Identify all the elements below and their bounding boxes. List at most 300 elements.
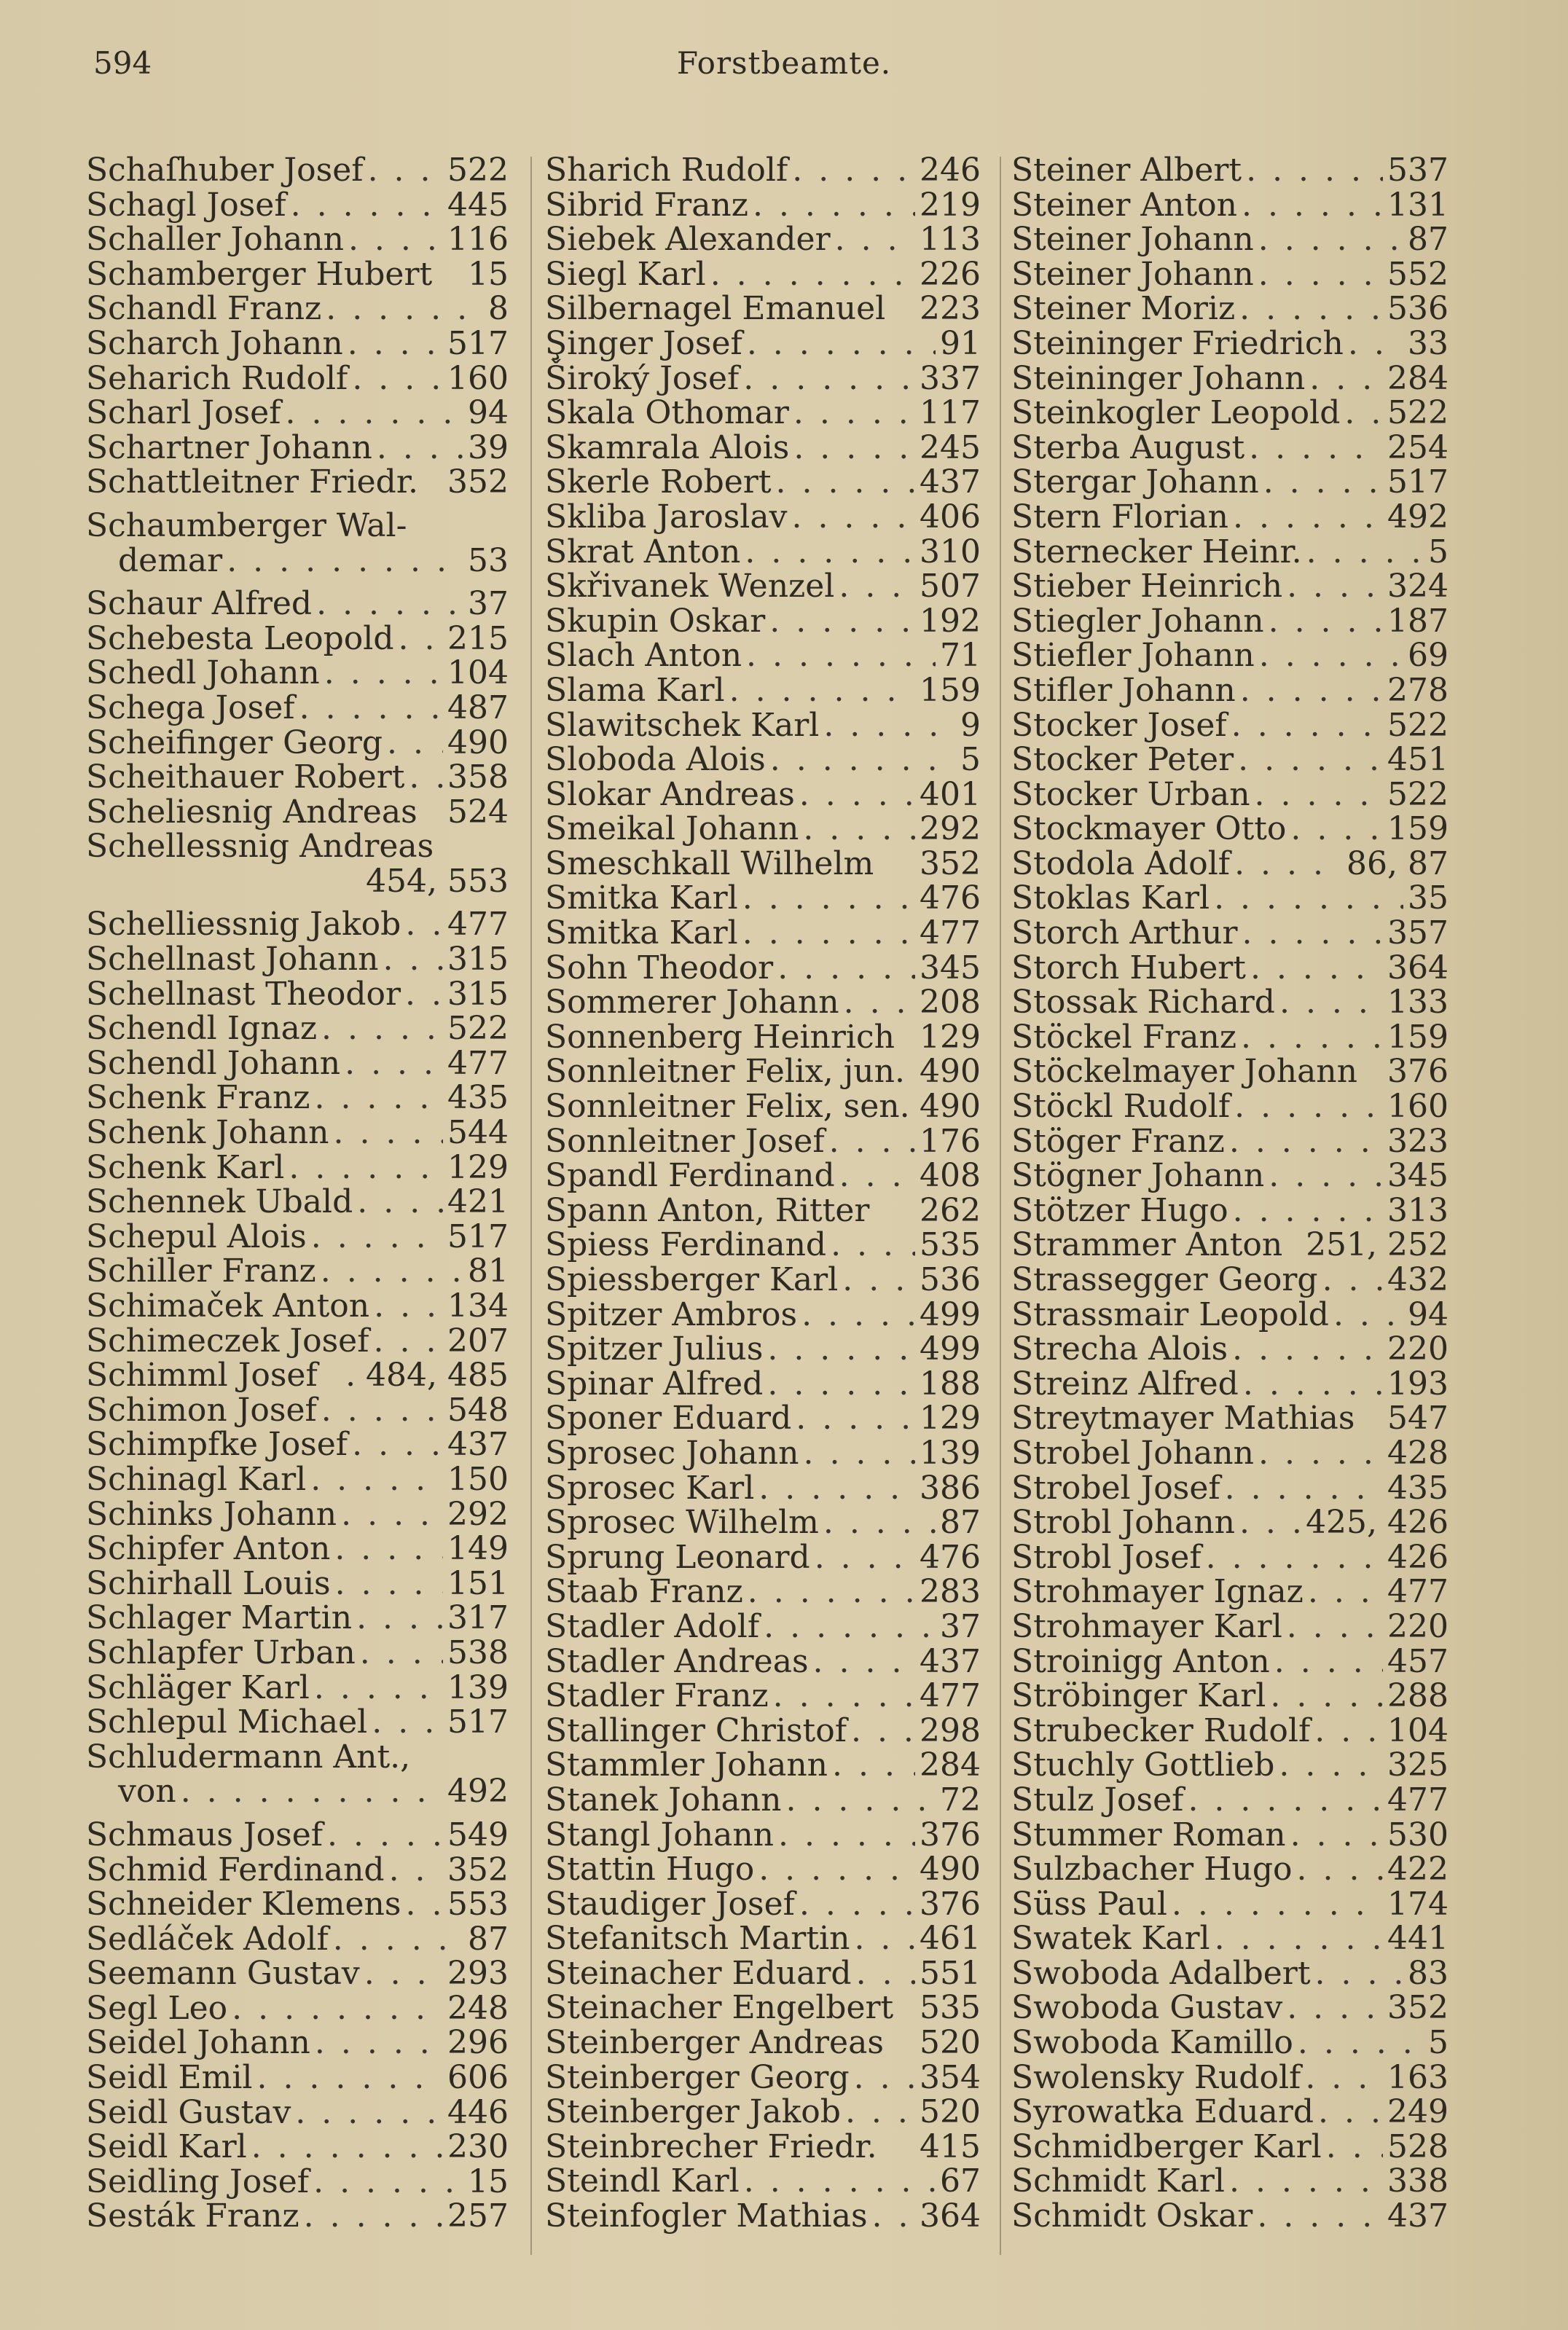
- index-entry: [86, 291, 509, 326]
- entry-name: Stöckelmayer Johann: [1011, 1053, 1357, 1091]
- leader-dots: [341, 1497, 443, 1532]
- entry-name: Spiess Ferdinand: [545, 1226, 827, 1264]
- leader-dots: [409, 760, 443, 795]
- entry-page-ref: 284: [1387, 359, 1449, 397]
- index-entry: [1011, 1783, 1449, 1818]
- entry-name: Stallinger Christof: [545, 1711, 847, 1749]
- index-entry: [1011, 396, 1449, 431]
- entry-name: Silbernagel Emanuel: [545, 290, 886, 328]
- entry-page-ref: 522: [1387, 775, 1449, 813]
- entry-page-ref: 406: [920, 498, 981, 536]
- entry-page-ref: 437: [920, 463, 981, 501]
- entry-page-ref: 69: [1408, 637, 1449, 675]
- entry-page-ref: 477: [1387, 1781, 1449, 1819]
- entry-page-ref: 364: [1387, 949, 1449, 986]
- leader-dots: [1269, 604, 1383, 639]
- entry-page-ref: 104: [1387, 1711, 1449, 1749]
- leader-dots: [748, 1574, 915, 1609]
- leader-dots: [368, 153, 443, 188]
- index-entry: [86, 1818, 509, 1853]
- leader-dots: [1232, 1332, 1383, 1367]
- leader-dots: [803, 1436, 915, 1471]
- leader-dots: [776, 465, 916, 500]
- entry-name: Sonnleitner Josef: [545, 1122, 825, 1160]
- index-entry: [86, 1254, 509, 1289]
- leader-dots: [1297, 1852, 1383, 1887]
- entry-page-ref: 278: [1387, 671, 1449, 709]
- leader-dots: [372, 1705, 443, 1740]
- entry-page-ref: 461: [920, 1920, 981, 1958]
- entry-page-ref: 499: [920, 1330, 981, 1368]
- leader-dots: [405, 977, 443, 1012]
- index-entry: [1011, 153, 1449, 188]
- leader-dots: [405, 1887, 443, 1922]
- entry-page-ref: 163: [1387, 2058, 1449, 2096]
- index-entry: [1011, 844, 1449, 882]
- entry-name: Scharl Josef: [86, 394, 281, 432]
- entry-page-ref: 415: [920, 2127, 981, 2165]
- leader-dots: [829, 1124, 915, 1159]
- leader-dots: [1318, 2095, 1383, 2130]
- entry-page-ref: 86, 87: [1346, 844, 1449, 882]
- entry-name: Skala Othomar: [545, 394, 789, 432]
- entry-page-ref: 517: [447, 324, 509, 362]
- index-entry: [545, 1609, 981, 1644]
- index-entry: [86, 942, 509, 977]
- leader-dots: [842, 1263, 915, 1298]
- entry-name: Strobl Josef: [1011, 1538, 1202, 1576]
- entry-name: Schattleitner Friedr.: [86, 463, 419, 501]
- leader-dots: [1233, 1193, 1383, 1228]
- entry-page-ref: 376: [1387, 1053, 1449, 1091]
- index-entry: [86, 691, 509, 726]
- leader-dots: [791, 500, 915, 535]
- entry-page-ref: 446: [447, 2093, 509, 2131]
- leader-dots: [764, 1609, 936, 1644]
- leader-dots: [314, 1080, 443, 1115]
- entry-name: Stodola Adolf: [1011, 844, 1231, 882]
- leader-dots: [1258, 257, 1383, 292]
- entry-page-ref: 251, 252: [1306, 1226, 1449, 1264]
- entry-name: Steinfogler Mathias: [545, 2197, 868, 2235]
- entry-name: Sprosec Wilhelm: [545, 1504, 819, 1542]
- entry-page-ref: 522: [1387, 394, 1449, 432]
- entry-page-ref: 354: [920, 2058, 981, 2096]
- entry-name: Schennek Ubald: [86, 1183, 353, 1221]
- entry-page-ref: 15: [468, 255, 509, 293]
- index-entry: [1011, 1574, 1449, 1609]
- entry-page-ref: 116: [447, 221, 509, 259]
- index-entry: [86, 1740, 509, 1775]
- entry-name: Scheliesnig Andreas: [86, 793, 418, 831]
- entry-name: Stern Florian: [1011, 498, 1228, 536]
- entry-page-ref: 87: [1408, 221, 1449, 259]
- index-entry: [545, 1193, 981, 1228]
- index-entry: [1011, 1367, 1449, 1402]
- entry-page-ref: 522: [1387, 706, 1449, 744]
- leader-dots: [1258, 222, 1403, 257]
- leader-dots: [291, 188, 443, 223]
- leader-dots: [1326, 2130, 1383, 2165]
- entry-page-ref: 477: [447, 1044, 509, 1082]
- column-divider: [1000, 157, 1001, 2255]
- index-entry: [545, 1436, 981, 1471]
- entry-page-ref: 352: [1387, 1989, 1449, 2027]
- leader-dots: [299, 691, 443, 726]
- entry-name: Stöckl Rudolf: [1011, 1088, 1231, 1126]
- leader-dots: [831, 1228, 915, 1263]
- entry-name: Strassegger Georg: [1011, 1261, 1318, 1298]
- entry-page-ref: 72: [940, 1781, 981, 1819]
- entry-name: Schmid Ferdinand: [86, 1851, 385, 1888]
- index-entry: [545, 188, 981, 223]
- entry-name: Steindl Karl: [545, 2162, 740, 2200]
- leader-dots: [815, 1540, 915, 1575]
- leader-dots: [374, 1324, 444, 1359]
- index-entry: [1011, 2095, 1449, 2130]
- index-entry: [86, 1046, 509, 1081]
- leader-dots: [1270, 1679, 1383, 1714]
- index-entry: [86, 1289, 509, 1324]
- entry-page-ref: 422: [1387, 1851, 1449, 1888]
- index-entry: [545, 2060, 981, 2095]
- leader-dots: [773, 1679, 915, 1714]
- entry-name: Schimon Josef: [86, 1391, 317, 1429]
- index-entry: [1011, 222, 1449, 257]
- entry-page-ref: 87: [468, 1920, 509, 1958]
- entry-page-ref: 248: [447, 1989, 509, 2027]
- index-entry: [1011, 2025, 1449, 2060]
- leader-dots: [405, 907, 443, 942]
- entry-name: Stangl Johann: [545, 1816, 774, 1854]
- entry-name: Scheifinger Georg: [86, 723, 383, 761]
- entry-name: Spiessberger Karl: [545, 1261, 839, 1298]
- index-entry: [1011, 673, 1449, 708]
- index-entry: [86, 1922, 509, 1957]
- entry-page-ref: 492: [447, 1773, 509, 1811]
- entry-page-ref: 174: [1387, 1885, 1449, 1923]
- leader-dots: [383, 942, 444, 977]
- entry-page-ref: 517: [447, 1703, 509, 1741]
- leader-dots: [1344, 396, 1383, 431]
- index-entry: [545, 1124, 981, 1159]
- entry-name: Stadler Adolf: [545, 1607, 760, 1645]
- index-entry: [1011, 1332, 1449, 1367]
- entry-page-ref: 477: [447, 906, 509, 944]
- index-entry: [86, 795, 509, 830]
- entry-page-ref: 376: [920, 1816, 981, 1854]
- index-entry: [545, 1956, 981, 1991]
- entry-name: Schepul Alois: [86, 1217, 307, 1255]
- entry-page-ref: 129: [447, 1148, 509, 1186]
- entry-name: Ströbinger Karl: [1011, 1677, 1266, 1715]
- leader-dots: [767, 1367, 915, 1402]
- index-entry: [1011, 1748, 1449, 1783]
- entry-name: Steininger Johann: [1011, 359, 1306, 397]
- leader-dots: [1263, 465, 1383, 500]
- index-entry: [1011, 604, 1449, 639]
- entry-name: Steiner Albert: [1011, 152, 1242, 189]
- entry-name: Stoklas Karl: [1011, 879, 1210, 917]
- entry-page-ref: 129: [920, 1400, 981, 1437]
- index-entry: [1011, 1401, 1449, 1436]
- index-column-2: [545, 153, 981, 2234]
- entry-name: Schebesta Leopold: [86, 619, 394, 657]
- entry-page-ref: 345: [1387, 1157, 1449, 1195]
- entry-page-ref: 91: [940, 324, 981, 362]
- entry-name: Sibrid Franz: [545, 186, 748, 224]
- leader-dots: [1279, 1748, 1383, 1783]
- leader-dots: [770, 742, 956, 777]
- entry-name: Swatek Karl: [1011, 1920, 1210, 1958]
- entry-page-ref: 323: [1387, 1122, 1449, 1160]
- leader-dots: [792, 153, 915, 188]
- leader-dots: [289, 1150, 443, 1185]
- index-entry: [86, 2025, 509, 2060]
- entry-page-ref: 104: [447, 654, 509, 692]
- index-entry: [1011, 742, 1449, 777]
- leader-dots: [778, 1818, 915, 1853]
- entry-name: Schega Josef: [86, 689, 295, 726]
- entry-page-ref: 520: [920, 2024, 981, 2062]
- entry-name: Strammer Anton: [1011, 1226, 1283, 1264]
- entry-page-ref: 149: [447, 1530, 509, 1568]
- leader-dots: [1239, 291, 1383, 326]
- index-entry: [86, 1427, 509, 1462]
- index-entry: [1011, 428, 1449, 466]
- index-entry: [1011, 1193, 1449, 1228]
- entry-name: Schelliessnig Jakob: [86, 906, 401, 944]
- entry-page-ref: 292: [447, 1495, 509, 1533]
- entry-name: Sohn Theodor: [545, 949, 774, 986]
- entry-page-ref: 522: [447, 152, 509, 189]
- entry-name: Schartner Johann: [86, 428, 372, 466]
- index-entry: [1011, 326, 1449, 361]
- entry-name: Schneider Klemens: [86, 1886, 401, 1923]
- leader-dots: [251, 2130, 443, 2165]
- entry-name: Şinger Josef: [545, 324, 742, 362]
- entry-page-ref: 426: [1387, 1538, 1449, 1576]
- entry-name: Slawitschek Karl: [545, 706, 820, 744]
- entry-page-ref: 552: [1387, 255, 1449, 293]
- index-entry: [1011, 1679, 1449, 1714]
- index-entry: [545, 1887, 981, 1922]
- leader-dots: [1274, 1644, 1383, 1679]
- entry-name: Schaur Alfred: [86, 585, 313, 623]
- entry-page-ref: 220: [1387, 1330, 1449, 1368]
- index-entry: [86, 1633, 509, 1671]
- entry-page-ref: 386: [920, 1469, 981, 1507]
- entry-page-ref: 487: [447, 689, 509, 726]
- entry-name: Schellessnig Andreas: [86, 828, 434, 866]
- entry-page-ref: 492: [1387, 498, 1449, 536]
- entry-name: Spinar Alfred: [545, 1365, 764, 1403]
- index-column-3: [1011, 153, 1449, 2234]
- index-entry: [86, 587, 509, 621]
- leader-dots: [232, 1991, 443, 2026]
- index-entry: [545, 1020, 981, 1055]
- index-entry: [1011, 257, 1449, 292]
- leader-dots: [1314, 1714, 1383, 1749]
- entry-page-ref: 150: [447, 1460, 509, 1498]
- leader-dots: [314, 1671, 443, 1706]
- index-entry: [86, 621, 509, 656]
- entry-page-ref: 548: [447, 1391, 509, 1429]
- leader-dots: [767, 1332, 915, 1367]
- entry-page-ref: 530: [1387, 1816, 1449, 1854]
- index-entry: [86, 326, 509, 361]
- leader-dots: [374, 1289, 443, 1324]
- entry-page-ref: 215: [447, 619, 509, 657]
- entry-page-ref: 53: [468, 541, 509, 579]
- entry-page-ref: 71: [940, 637, 981, 675]
- leader-dots: [1238, 742, 1383, 777]
- entry-name: Stögner Johann: [1011, 1157, 1265, 1195]
- entry-name: Smeschkall Wilhelm: [545, 844, 874, 882]
- entry-page-ref: 208: [920, 984, 981, 1021]
- entry-name: Steiner Johann: [1011, 255, 1254, 293]
- entry-name: von: [118, 1773, 176, 1811]
- index-entry: [545, 951, 981, 986]
- entry-page-ref: 160: [447, 359, 509, 397]
- leader-dots: [823, 708, 956, 743]
- entry-page-ref: 520: [920, 2093, 981, 2131]
- entry-name: Schmidt Karl: [1011, 2162, 1225, 2200]
- index-entry: [86, 2130, 509, 2165]
- entry-page-ref: 5: [960, 741, 981, 779]
- index-entry: [86, 1531, 509, 1566]
- index-entry: [86, 1887, 509, 1922]
- entry-name: Seidl Gustav: [86, 2093, 291, 2131]
- index-entry: [1011, 638, 1449, 673]
- leader-dots: [1298, 2025, 1424, 2060]
- leader-dots: [1259, 638, 1403, 673]
- index-entry: [545, 1540, 981, 1575]
- index-entry: [545, 604, 981, 639]
- entry-name: Süss Paul: [1011, 1885, 1167, 1923]
- entry-name: Schellnast Theodor: [86, 975, 401, 1013]
- entry-page-ref: 553: [447, 1886, 509, 1923]
- entry-name: Schludermann Ant.,: [86, 1738, 411, 1776]
- leader-dots: [1241, 1020, 1383, 1055]
- leader-dots: [1229, 2164, 1383, 2199]
- entry-page-ref: 606: [447, 2059, 509, 2097]
- entry-name: Staab Franz: [545, 1573, 743, 1611]
- entry-name: Steiner Moriz: [1011, 290, 1236, 328]
- index-entry: [86, 188, 509, 223]
- leader-dots: [744, 2164, 936, 2199]
- index-entry: [86, 760, 509, 795]
- entry-name: Schimaček Anton: [86, 1287, 370, 1325]
- index-entry: [545, 1089, 981, 1124]
- entry-page-ref: 445: [447, 186, 509, 224]
- index-entry: [545, 777, 981, 812]
- entry-page-ref: 451: [1387, 741, 1449, 779]
- leader-dots: [1255, 777, 1383, 812]
- leader-dots: [1246, 153, 1383, 188]
- entry-name: Schlager Martin: [86, 1599, 353, 1637]
- entry-name: Schellnast Johann: [86, 941, 379, 978]
- entry-name: Stadler Andreas: [545, 1642, 809, 1680]
- entry-name: Sternecker Heinr.: [1011, 533, 1302, 570]
- index-entry: [1011, 1921, 1449, 1956]
- index-entry: [86, 506, 509, 544]
- index-entry: [545, 1401, 981, 1436]
- entry-name: Smeikal Johann: [545, 810, 799, 848]
- leader-dots: [333, 1922, 463, 1957]
- entry-page-ref: 159: [920, 671, 981, 709]
- entry-name: Seidling Josef: [86, 2162, 310, 2200]
- entry-name: Storch Hubert: [1011, 949, 1246, 986]
- entry-page-ref: 536: [920, 1261, 981, 1298]
- entry-name: Skamrala Alois: [545, 428, 790, 466]
- entry-page-ref: 15: [468, 2162, 509, 2200]
- index-entry: [86, 361, 509, 396]
- index-entry: [86, 428, 509, 466]
- leader-dots: [1287, 569, 1383, 604]
- index-entry: [1011, 777, 1449, 812]
- entry-name: Stockmayer Otto: [1011, 810, 1287, 848]
- entry-page-ref: 37: [940, 1607, 981, 1645]
- entry-page-ref: 37: [468, 585, 509, 623]
- entry-name: Stocker Peter: [1011, 741, 1234, 779]
- entry-name: Steininger Friedrich: [1011, 324, 1344, 362]
- entry-page-ref: 113: [920, 221, 981, 259]
- entry-page-ref: 134: [447, 1287, 509, 1325]
- index-entry: [1011, 1089, 1449, 1124]
- leader-dots: [321, 1393, 443, 1428]
- index-entry: [86, 656, 509, 691]
- leader-dots: [181, 1774, 443, 1809]
- leader-dots: [1234, 1089, 1383, 1124]
- index-entry: [545, 1711, 981, 1749]
- index-entry: [1011, 1990, 1449, 2025]
- leader-dots: [1333, 1298, 1403, 1333]
- entry-page-ref: 352: [447, 463, 509, 501]
- entry-page-ref: 537: [1387, 152, 1449, 189]
- entry-page-ref: 288: [1387, 1677, 1449, 1715]
- leader-dots: [316, 587, 463, 621]
- index-entry: [545, 1332, 981, 1367]
- leader-dots: [1309, 361, 1383, 396]
- index-entry: [86, 1358, 509, 1393]
- index-entry: [545, 638, 981, 673]
- entry-name: Strohmayer Ignaz: [1011, 1573, 1304, 1611]
- leader-dots: [769, 604, 915, 639]
- entry-name: Stifler Johann: [1011, 671, 1236, 709]
- index-entry: [545, 742, 981, 777]
- index-entry: [545, 1228, 981, 1263]
- index-entry: [1011, 1158, 1449, 1193]
- entry-name: Schmidberger Karl: [1011, 2127, 1322, 2165]
- entry-name: Seemann Gustav: [86, 1955, 360, 1993]
- entry-page-ref: 193: [1387, 1365, 1449, 1403]
- entry-page-ref: 296: [447, 2024, 509, 2062]
- index-entry: [545, 1748, 981, 1783]
- index-entry: [86, 257, 509, 292]
- index-entry: [1011, 951, 1449, 986]
- entry-page-ref: 325: [1387, 1746, 1449, 1784]
- entry-name: Spandl Ferdinand: [545, 1157, 835, 1195]
- entry-name: Slach Anton: [545, 637, 742, 675]
- entry-page-ref: . 484, 485: [345, 1357, 509, 1395]
- entry-name: Siegl Karl: [545, 255, 706, 293]
- entry-name: Seharich Rudolf: [86, 359, 348, 397]
- index-entry: [1011, 361, 1449, 396]
- index-entry: [545, 881, 981, 916]
- index-entry: [1011, 2060, 1449, 2095]
- index-entry: [1011, 1054, 1449, 1089]
